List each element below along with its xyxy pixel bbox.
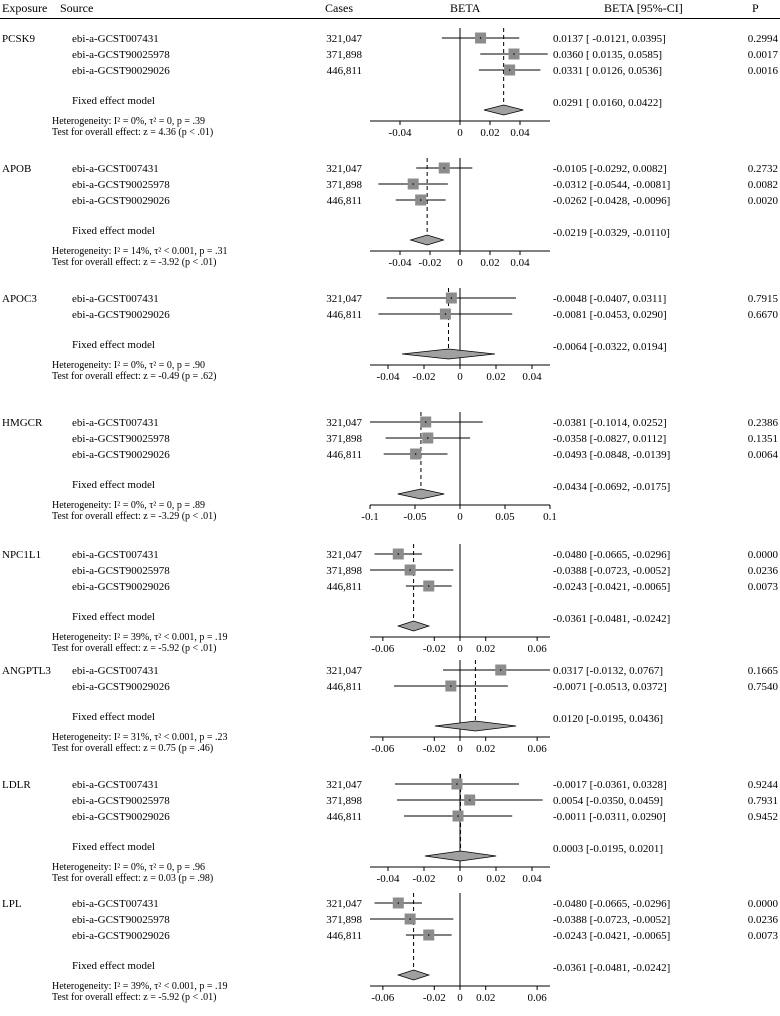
effect-point [509, 69, 511, 71]
cases-value: 321,047 [326, 665, 362, 677]
heterogeneity-text: Heterogeneity: I² = 14%, τ² < 0.001, p = .31 [52, 246, 228, 257]
fixed-effect-label: Fixed effect model [72, 339, 155, 351]
p-value: 0.0064 [747, 449, 778, 461]
tick-label: 0 [457, 743, 463, 755]
effect-point [456, 783, 458, 785]
tick-label: -0.06 [371, 992, 395, 1004]
p-value: 0.0073 [747, 581, 778, 593]
cases-value: 321,047 [326, 293, 362, 305]
p-value: 0.6670 [747, 309, 778, 321]
p-value: 0.1665 [747, 665, 778, 677]
cases-value: 371,898 [326, 49, 362, 61]
ci-text: -0.0262 [-0.0428, -0.0096] [553, 195, 671, 207]
fixed-effect-label: Fixed effect model [72, 225, 155, 237]
heterogeneity-text: Heterogeneity: I² = 39%, τ² < 0.001, p = .19 [52, 981, 228, 992]
ci-text: -0.0480 [-0.0665, -0.0296] [553, 549, 671, 561]
cases-value: 321,047 [326, 549, 362, 561]
tick-label: 0.02 [486, 873, 506, 885]
effect-point [409, 918, 411, 920]
source-label: ebi-a-GCST007431 [72, 163, 159, 175]
effect-point [415, 453, 417, 455]
cases-value: 371,898 [326, 179, 362, 191]
ci-text: -0.0017 [-0.0361, 0.0328] [553, 779, 667, 791]
cases-value: 446,811 [326, 681, 362, 693]
p-value: 0.7915 [747, 293, 778, 305]
header-exposure: Exposure [2, 1, 48, 15]
ci-text: 0.0137 [ -0.0121, 0.0395] [553, 33, 666, 45]
tick-label: 0.06 [527, 743, 547, 755]
tick-label: 0.02 [476, 743, 496, 755]
cases-value: 371,898 [326, 914, 362, 926]
fixed-effect-label: Fixed effect model [72, 611, 155, 623]
tick-label: 0.02 [486, 371, 506, 383]
cases-value: 371,898 [326, 565, 362, 577]
p-value: 0.0017 [747, 49, 778, 61]
tick-label: -0.05 [403, 511, 427, 523]
p-value: 0.0016 [747, 65, 778, 77]
fixed-ci-text: -0.0361 [-0.0481, -0.0242] [553, 962, 671, 974]
source-label: ebi-a-GCST007431 [72, 779, 159, 791]
p-value: 0.0000 [747, 898, 778, 910]
fixed-ci-text: -0.0219 [-0.0329, -0.0110] [553, 227, 670, 239]
exposure-label: ANGPTL3 [2, 665, 51, 677]
exposure-label: PCSK9 [2, 33, 36, 45]
ci-text: -0.0358 [-0.0827, 0.0112] [553, 433, 667, 445]
overall-effect-text: Test for overall effect: z = 0.75 (p = .46) [52, 743, 214, 754]
overall-effect-text: Test for overall effect: z = -3.92 (p < .01) [52, 257, 217, 268]
ci-text: 0.0360 [ 0.0135, 0.0585] [553, 49, 663, 61]
ci-text: -0.0081 [-0.0453, 0.0290] [553, 309, 667, 321]
exposure-label: HMGCR [2, 417, 43, 429]
source-label: ebi-a-GCST90025978 [72, 565, 170, 577]
effect-point [427, 437, 429, 439]
pooled-diamond [425, 851, 496, 861]
pooled-diamond [435, 721, 516, 731]
p-value: 0.0082 [747, 179, 778, 191]
header-source: Source [60, 1, 94, 15]
tick-label: 0 [457, 992, 463, 1004]
effect-point [420, 199, 422, 201]
cases-value: 446,811 [326, 309, 362, 321]
heterogeneity-text: Heterogeneity: I² = 31%, τ² < 0.001, p = .23 [52, 732, 228, 743]
p-value: 0.0073 [747, 930, 778, 942]
tick-label: 0.02 [480, 127, 500, 139]
fixed-ci-text: -0.0064 [-0.0322, 0.0194] [553, 341, 667, 353]
tick-label: -0.04 [376, 371, 400, 383]
source-label: ebi-a-GCST007431 [72, 549, 159, 561]
source-label: ebi-a-GCST90025978 [72, 49, 170, 61]
source-label: ebi-a-GCST90029026 [72, 681, 170, 693]
cases-value: 446,811 [326, 449, 362, 461]
overall-effect-text: Test for overall effect: z = -5.92 (p < .01) [52, 643, 217, 654]
header-p: P [752, 1, 759, 15]
ci-text: 0.0317 [-0.0132, 0.0767] [553, 665, 663, 677]
exposure-label: APOC3 [2, 293, 37, 305]
cases-value: 371,898 [326, 795, 362, 807]
cases-value: 446,811 [326, 195, 362, 207]
tick-label: -0.02 [418, 257, 442, 269]
cases-value: 371,898 [326, 433, 362, 445]
p-value: 0.7540 [747, 681, 778, 693]
p-value: 0.9244 [747, 779, 778, 791]
heterogeneity-text: Heterogeneity: I² = 0%, τ² = 0, p = .89 [52, 500, 206, 511]
pooled-diamond [411, 235, 444, 245]
tick-label: -0.02 [412, 873, 436, 885]
exposure-label: APOB [2, 163, 32, 175]
heterogeneity-text: Heterogeneity: I² = 39%, τ² < 0.001, p = .19 [52, 632, 228, 643]
source-label: ebi-a-GCST007431 [72, 898, 159, 910]
effect-point [451, 297, 453, 299]
effect-point [480, 37, 482, 39]
fixed-effect-label: Fixed effect model [72, 95, 155, 107]
tick-label: 0.02 [476, 992, 496, 1004]
tick-label: 0 [457, 873, 463, 885]
header-cases: Cases [325, 1, 353, 15]
ci-text: -0.0381 [-0.1014, 0.0252] [553, 417, 667, 429]
effect-point [412, 183, 414, 185]
p-value: 0.2732 [747, 163, 778, 175]
effect-point [445, 313, 447, 315]
fixed-ci-text: -0.0434 [-0.0692, -0.0175] [553, 481, 671, 493]
tick-label: 0.04 [510, 127, 530, 139]
source-label: ebi-a-GCST90025978 [72, 433, 170, 445]
header-beta: BETA [450, 1, 481, 15]
source-label: ebi-a-GCST007431 [72, 417, 159, 429]
source-label: ebi-a-GCST90025978 [72, 914, 170, 926]
p-value: 0.0236 [747, 914, 778, 926]
ci-text: -0.0388 [-0.0723, -0.0052] [553, 914, 671, 926]
source-label: ebi-a-GCST007431 [72, 665, 159, 677]
exposure-label: LDLR [2, 779, 31, 791]
source-label: ebi-a-GCST90029026 [72, 309, 170, 321]
cases-value: 321,047 [326, 898, 362, 910]
p-value: 0.1351 [747, 433, 778, 445]
source-label: ebi-a-GCST90025978 [72, 795, 170, 807]
tick-label: 0 [457, 127, 463, 139]
effect-point [428, 934, 430, 936]
tick-label: -0.06 [371, 743, 395, 755]
heterogeneity-text: Heterogeneity: I² = 0%, τ² = 0, p = .39 [52, 116, 206, 127]
ci-text: -0.0480 [-0.0665, -0.0296] [553, 898, 671, 910]
effect-point [450, 685, 452, 687]
tick-label: 0 [457, 643, 463, 655]
ci-text: -0.0071 [-0.0513, 0.0372] [553, 681, 667, 693]
source-label: ebi-a-GCST90029026 [72, 195, 170, 207]
tick-label: -0.04 [388, 127, 412, 139]
pooled-diamond [398, 970, 429, 980]
tick-label: 0.06 [527, 643, 547, 655]
p-value: 0.0020 [747, 195, 778, 207]
p-value: 0.7931 [747, 795, 778, 807]
cases-value: 321,047 [326, 163, 362, 175]
p-value: 0.2386 [747, 417, 778, 429]
overall-effect-text: Test for overall effect: z = -0.49 (p = .62) [52, 371, 217, 382]
exposure-label: LPL [2, 898, 22, 910]
overall-effect-text: Test for overall effect: z = 4.36 (p < .01) [52, 127, 214, 138]
tick-label: -0.02 [412, 371, 436, 383]
effect-point [428, 585, 430, 587]
ci-text: 0.0331 [ 0.0126, 0.0536] [553, 65, 663, 77]
pooled-diamond [398, 621, 429, 631]
source-label: ebi-a-GCST90025978 [72, 179, 170, 191]
tick-label: 0.04 [522, 873, 542, 885]
source-label: ebi-a-GCST90029026 [72, 811, 170, 823]
pooled-diamond [402, 349, 495, 359]
tick-label: -0.1 [361, 511, 379, 523]
source-label: ebi-a-GCST007431 [72, 293, 159, 305]
ci-text: -0.0105 [-0.0292, 0.0082] [553, 163, 667, 175]
p-value: 0.9452 [747, 811, 778, 823]
cases-value: 321,047 [326, 779, 362, 791]
p-value: 0.2994 [747, 33, 778, 45]
tick-label: -0.04 [388, 257, 412, 269]
cases-value: 446,811 [326, 65, 362, 77]
cases-value: 446,811 [326, 581, 362, 593]
effect-point [443, 167, 445, 169]
heterogeneity-text: Heterogeneity: I² = 0%, τ² = 0, p = .96 [52, 862, 206, 873]
source-label: ebi-a-GCST90029026 [72, 581, 170, 593]
fixed-ci-text: 0.0291 [ 0.0160, 0.0422] [553, 97, 663, 109]
ci-text: -0.0312 [-0.0544, -0.0081] [553, 179, 671, 191]
ci-text: 0.0054 [-0.0350, 0.0459] [553, 795, 663, 807]
pooled-diamond [484, 105, 523, 115]
ci-text: -0.0493 [-0.0848, -0.0139] [553, 449, 671, 461]
ci-text: -0.0243 [-0.0421, -0.0065] [553, 930, 671, 942]
effect-point [457, 815, 459, 817]
ci-text: -0.0048 [-0.0407, 0.0311] [553, 293, 667, 305]
tick-label: -0.04 [376, 873, 400, 885]
tick-label: 0.05 [495, 511, 515, 523]
source-label: ebi-a-GCST007431 [72, 33, 159, 45]
tick-label: 0 [457, 511, 463, 523]
fixed-ci-text: -0.0361 [-0.0481, -0.0242] [553, 613, 671, 625]
ci-text: -0.0011 [-0.0311, 0.0290] [553, 811, 666, 823]
tick-label: 0.02 [480, 257, 500, 269]
p-value: 0.0000 [747, 549, 778, 561]
fixed-ci-text: 0.0003 [-0.0195, 0.0201] [553, 843, 663, 855]
effect-point [500, 669, 502, 671]
fixed-effect-label: Fixed effect model [72, 711, 155, 723]
source-label: ebi-a-GCST90029026 [72, 449, 170, 461]
ci-text: -0.0243 [-0.0421, -0.0065] [553, 581, 671, 593]
source-label: ebi-a-GCST90029026 [72, 930, 170, 942]
tick-label: 0.04 [510, 257, 530, 269]
source-label: ebi-a-GCST90029026 [72, 65, 170, 77]
exposure-label: NPC1L1 [2, 549, 42, 561]
heterogeneity-text: Heterogeneity: I² = 0%, τ² = 0, p = .90 [52, 360, 206, 371]
tick-label: 0.1 [543, 511, 557, 523]
effect-point [425, 421, 427, 423]
tick-label: 0 [457, 257, 463, 269]
cases-value: 446,811 [326, 930, 362, 942]
effect-point [397, 553, 399, 555]
tick-label: -0.02 [422, 992, 446, 1004]
fixed-effect-label: Fixed effect model [72, 960, 155, 972]
tick-label: -0.06 [371, 643, 395, 655]
effect-point [397, 902, 399, 904]
tick-label: -0.02 [422, 743, 446, 755]
overall-effect-text: Test for overall effect: z = -5.92 (p < .01) [52, 992, 217, 1003]
fixed-ci-text: 0.0120 [-0.0195, 0.0436] [553, 713, 663, 725]
cases-value: 446,811 [326, 811, 362, 823]
fixed-effect-label: Fixed effect model [72, 479, 155, 491]
fixed-effect-label: Fixed effect model [72, 841, 155, 853]
header-ci: BETA [95%-CI] [604, 1, 683, 15]
p-value: 0.0236 [747, 565, 778, 577]
ci-text: -0.0388 [-0.0723, -0.0052] [553, 565, 671, 577]
cases-value: 321,047 [326, 33, 362, 45]
tick-label: 0.02 [476, 643, 496, 655]
pooled-diamond [398, 489, 445, 499]
tick-label: 0 [457, 371, 463, 383]
tick-label: -0.02 [422, 643, 446, 655]
tick-label: 0.04 [522, 371, 542, 383]
overall-effect-text: Test for overall effect: z = 0.03 (p = .98) [52, 873, 214, 884]
effect-point [469, 799, 471, 801]
cases-value: 321,047 [326, 417, 362, 429]
effect-point [513, 53, 515, 55]
tick-label: 0.06 [527, 992, 547, 1004]
overall-effect-text: Test for overall effect: z = -3.29 (p < .01) [52, 511, 217, 522]
effect-point [409, 569, 411, 571]
